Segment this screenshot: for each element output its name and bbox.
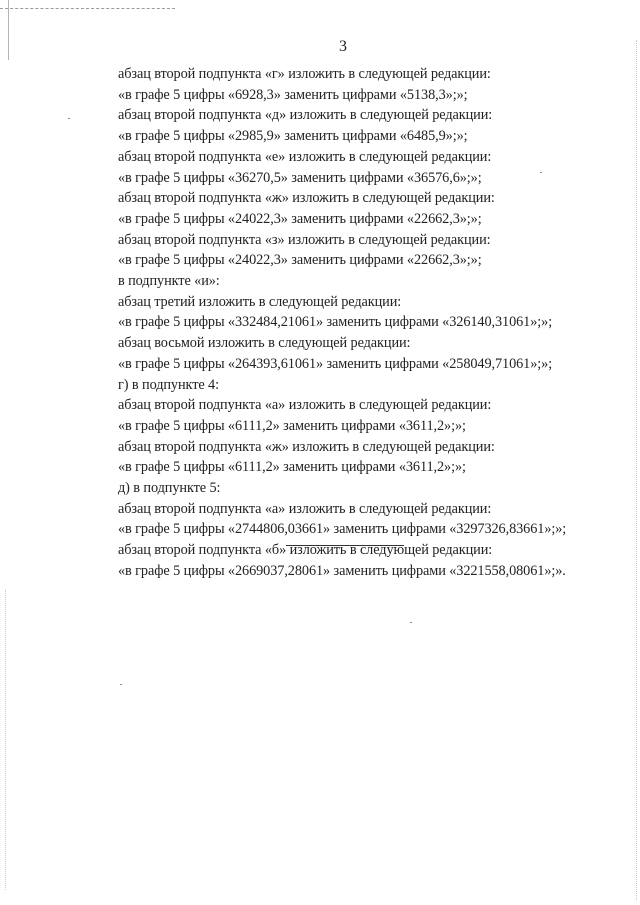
- scan-speck: [410, 622, 412, 623]
- scan-edge-right: [636, 40, 637, 900]
- scan-speck: [68, 118, 70, 119]
- scan-edge-left: [8, 0, 9, 60]
- document-line: «в графе 5 цифры «36270,5» заменить цифрами «36576,6»;»;: [118, 169, 482, 186]
- document-line: «в графе 5 цифры «332484,21061» заменить цифрами «326140,31061»;»;: [118, 314, 553, 331]
- document-line: в подпункте «и»:: [118, 273, 220, 290]
- document-line: абзац второй подпункта «д» изложить в следующей редакции:: [118, 107, 493, 124]
- document-line: абзац второй подпункта «а» изложить в следующей редакции:: [118, 397, 492, 414]
- document-line: «в графе 5 цифры «2985,9» заменить цифрами «6485,9»;»;: [118, 128, 468, 145]
- document-line: абзац второй подпункта «е» изложить в следующей редакции:: [118, 148, 492, 165]
- document-line: «в графе 5 цифры «264393,61061» заменить цифрами «258049,71061»;»;: [118, 355, 553, 372]
- end-of-text-rule: [286, 545, 404, 546]
- document-line: абзац второй подпункта «ж» изложить в следующей редакции:: [118, 190, 495, 207]
- document-line: абзац второй подпункта «б» изложить в следующей редакции:: [118, 542, 493, 559]
- document-line: «в графе 5 цифры «2669037,28061» заменить цифрами «3221558,08061»;».: [118, 562, 566, 579]
- document-line: «в графе 5 цифры «6111,2» заменить цифрами «3611,2»;»;: [118, 417, 466, 434]
- document-line: «в графе 5 цифры «24022,3» заменить цифрами «22662,3»;»;: [118, 252, 482, 269]
- document-line: абзац второй подпункта «з» изложить в следующей редакции:: [118, 231, 491, 248]
- document-line: «в графе 5 цифры «2744806,03661» заменить цифрами «3297326,83661»;»;: [118, 521, 567, 538]
- document-line: д) в подпункте 5:: [118, 480, 221, 497]
- document-line: «в графе 5 цифры «24022,3» заменить цифрами «22662,3»;»;: [118, 210, 482, 227]
- scan-edge-left-lower: [5, 590, 6, 890]
- page-number: 3: [339, 38, 347, 55]
- document-line: «в графе 5 цифры «6111,2» заменить цифрами «3611,2»;»;: [118, 459, 466, 476]
- scan-edge-top: [0, 8, 175, 9]
- document-line: г) в подпункте 4:: [118, 376, 219, 393]
- document-line: абзац третий изложить в следующей редакции:: [118, 293, 402, 310]
- document-line: абзац второй подпункта «а» изложить в следующей редакции:: [118, 500, 492, 517]
- document-line: абзац второй подпункта «г» изложить в следующей редакции:: [118, 66, 491, 82]
- scan-speck: [120, 684, 122, 685]
- document-body: [118, 64, 618, 582]
- document-line: «в графе 5 цифры «6928,3» заменить цифрами «5138,3»;»;: [118, 86, 468, 103]
- document-line: абзац восьмой изложить в следующей редакции:: [118, 335, 411, 352]
- document-line: абзац второй подпункта «ж» изложить в следующей редакции:: [118, 438, 495, 455]
